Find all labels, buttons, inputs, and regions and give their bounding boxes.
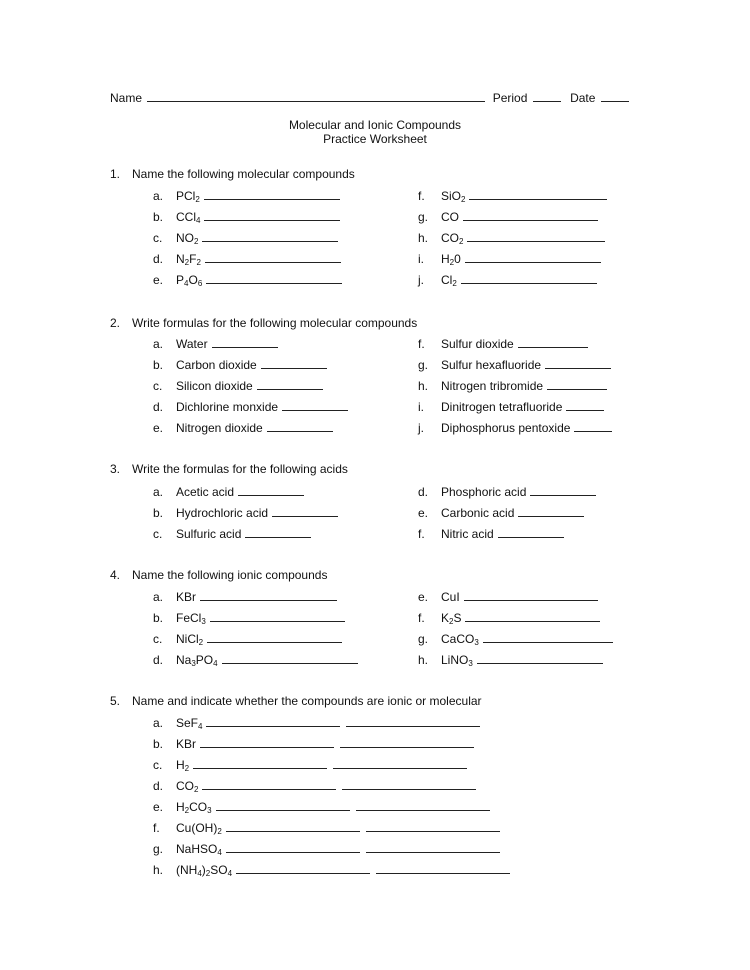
item-letter: c. [153, 527, 163, 541]
worksheet-item [153, 862, 510, 877]
q3-number: 3. [110, 462, 121, 476]
q1-number: 1. [110, 167, 121, 181]
worksheet-item [418, 526, 564, 541]
worksheet-item [418, 272, 597, 287]
item-letter: d. [153, 779, 164, 793]
item-formula: KBr [176, 590, 197, 604]
item-letter: g. [418, 210, 429, 224]
item-letter: e. [153, 421, 164, 435]
item-label: Silicon dioxide [176, 379, 253, 393]
q3-header [110, 462, 348, 476]
answer-blank[interactable] [498, 526, 564, 538]
period-blank[interactable] [533, 90, 561, 102]
answer-blank[interactable] [236, 862, 370, 874]
answer-blank[interactable] [207, 631, 342, 643]
item-letter: d. [418, 485, 429, 499]
answer-blank[interactable] [530, 484, 596, 496]
answer-blank[interactable] [356, 799, 490, 811]
answer-blank[interactable] [226, 820, 360, 832]
q2-header [110, 316, 417, 330]
item-letter: a. [153, 716, 164, 730]
answer-blank[interactable] [216, 799, 350, 811]
item-formula: $NO_2$ [176, 231, 199, 246]
q5-prompt: Name and indicate whether the compounds are ionic or molecular [132, 694, 482, 708]
answer-blank[interactable] [222, 652, 358, 664]
item-letter: c. [153, 758, 163, 772]
worksheet-item [418, 378, 607, 393]
answer-blank[interactable] [210, 610, 345, 622]
item-letter: a. [153, 485, 164, 499]
worksheet-item [153, 757, 467, 772]
answer-blank[interactable] [193, 757, 327, 769]
worksheet-item [418, 420, 612, 435]
item-label: Sulfuric acid [176, 527, 242, 541]
item-letter: i. [418, 252, 424, 266]
item-letter: c. [153, 632, 163, 646]
item-letter: g. [153, 842, 164, 856]
item-formula: CuI [441, 590, 460, 604]
answer-blank[interactable] [518, 336, 588, 348]
date-label: Date [570, 91, 596, 105]
answer-blank[interactable] [212, 336, 278, 348]
q5-number: 5. [110, 694, 121, 708]
answer-blank[interactable] [202, 230, 338, 242]
worksheet-item [153, 357, 327, 372]
q3-prompt: Write the formulas for the following acids [132, 462, 348, 476]
item-letter: e. [153, 800, 164, 814]
title-line1: Molecular and Ionic Compounds [288, 118, 462, 132]
item-letter: f. [418, 527, 425, 541]
worksheet-item [153, 589, 337, 604]
item-letter: c. [153, 379, 163, 393]
q1-header [110, 167, 355, 181]
answer-blank[interactable] [257, 378, 323, 390]
answer-blank[interactable] [272, 505, 338, 517]
answer-blank[interactable] [206, 272, 342, 284]
answer-blank[interactable] [574, 420, 612, 432]
worksheet-item [418, 484, 596, 499]
item-letter: a. [153, 189, 164, 203]
item-formula: $Na_3PO_4$ [176, 653, 218, 668]
item-formula: CCl$_4$ [176, 210, 201, 225]
worksheet-item [418, 336, 588, 351]
answer-blank[interactable] [376, 862, 510, 874]
item-letter: b. [153, 358, 164, 372]
answer-blank[interactable] [545, 357, 611, 369]
worksheet-item [153, 715, 480, 730]
item-letter: f. [418, 189, 425, 203]
worksheet-item [418, 652, 603, 667]
answer-blank[interactable] [366, 841, 500, 853]
answer-blank[interactable] [333, 757, 467, 769]
q5-header [110, 694, 482, 708]
worksheet-item [418, 610, 600, 625]
item-label: Nitric acid [441, 527, 494, 541]
answer-blank[interactable] [200, 589, 337, 601]
worksheet-item [153, 272, 342, 287]
worksheet-item [418, 209, 598, 224]
answer-blank[interactable] [202, 778, 336, 790]
answer-blank[interactable] [461, 272, 597, 284]
item-formula: NiCl$_2$ [176, 632, 204, 647]
item-letter: f. [418, 337, 425, 351]
item-letter: f. [418, 611, 425, 625]
item-formula: KBr [176, 737, 197, 751]
item-letter: f. [153, 821, 160, 835]
answer-blank[interactable] [366, 820, 500, 832]
answer-blank[interactable] [204, 188, 340, 200]
worksheet-item [153, 209, 340, 224]
item-formula: SiO$_2$ [441, 189, 466, 204]
answer-blank[interactable] [547, 378, 607, 390]
q4-prompt: Name the following ionic compounds [132, 568, 328, 582]
item-letter: b. [153, 737, 164, 751]
header-row [110, 90, 629, 105]
worksheet-item [153, 799, 490, 814]
item-formula: $H_2CO_3$ [176, 800, 212, 815]
item-formula: $CO_2$ [176, 779, 199, 794]
q4-number: 4. [110, 568, 121, 582]
answer-blank[interactable] [238, 484, 304, 496]
item-letter: j. [418, 421, 424, 435]
answer-blank[interactable] [245, 526, 311, 538]
item-label: Carbon dioxide [176, 358, 257, 372]
item-letter: h. [418, 231, 429, 245]
worksheet-item [418, 631, 613, 646]
item-letter: e. [153, 273, 164, 287]
worksheet-item [418, 357, 611, 372]
worksheet-item [153, 652, 358, 667]
answer-blank[interactable] [518, 505, 584, 517]
item-label: Hydrochloric acid [176, 506, 269, 520]
item-label: Acetic acid [176, 485, 235, 499]
item-letter: c. [153, 231, 163, 245]
q1-prompt: Name the following molecular compounds [132, 167, 355, 181]
item-label: Sulfur dioxide [441, 337, 514, 351]
answer-blank[interactable] [483, 631, 613, 643]
name-label: Name [110, 91, 143, 105]
item-formula: PCl$_2$ [176, 189, 200, 204]
worksheet-item [153, 820, 500, 835]
item-formula: $N_2F_2$ [176, 252, 201, 267]
answer-blank[interactable] [464, 589, 598, 601]
q4-header [110, 568, 327, 582]
item-letter: i. [418, 400, 424, 414]
item-letter: h. [153, 863, 164, 877]
item-letter: b. [153, 611, 164, 625]
item-letter: e. [418, 590, 429, 604]
item-letter: b. [153, 210, 164, 224]
answer-blank[interactable] [205, 251, 341, 263]
worksheet-item [153, 610, 345, 625]
item-label: Carbonic acid [441, 506, 515, 520]
item-label: Water [176, 337, 208, 351]
worksheet-item [153, 505, 338, 520]
worksheet-item [153, 420, 333, 435]
item-formula: $H_2$ [176, 758, 190, 773]
item-label: Dichlorine monxide [176, 400, 279, 414]
answer-blank[interactable] [346, 715, 480, 727]
item-formula: $Cl_2$ [441, 273, 457, 288]
answer-blank[interactable] [566, 399, 604, 411]
worksheet-item [153, 378, 323, 393]
worksheet-item [418, 230, 605, 245]
item-letter: e. [418, 506, 429, 520]
worksheet-item [153, 631, 342, 646]
worksheet-item [418, 589, 598, 604]
title-line2: Practice Worksheet [323, 132, 427, 146]
item-label: Phosphoric acid [441, 485, 527, 499]
worksheet-item [418, 251, 601, 266]
worksheet-item [418, 399, 604, 414]
item-formula: CaCO$_3$ [441, 632, 479, 647]
item-formula: $(NH_4)_2SO_4$ [176, 863, 233, 878]
item-formula: $CO_2$ [441, 231, 464, 246]
worksheet-item [153, 336, 278, 351]
answer-blank[interactable] [282, 399, 348, 411]
item-letter: a. [153, 337, 164, 351]
item-letter: a. [153, 590, 164, 604]
period-label: Period [492, 91, 528, 105]
worksheet-item [153, 736, 474, 751]
worksheet-item [153, 230, 338, 245]
item-formula: $P_4O_6$ [176, 273, 203, 288]
worksheet-item [153, 188, 340, 203]
name-blank[interactable] [147, 90, 485, 102]
q2-prompt: Write formulas for the following molecular compounds [132, 316, 418, 330]
answer-blank[interactable] [226, 841, 360, 853]
item-formula: LiNO$_3$ [441, 653, 473, 668]
item-formula: $H_20$ [441, 252, 461, 267]
item-letter: d. [153, 252, 164, 266]
item-letter: b. [153, 506, 164, 520]
item-letter: h. [418, 379, 429, 393]
answer-blank[interactable] [261, 357, 327, 369]
item-letter: g. [418, 632, 429, 646]
item-formula: $Cu(OH)_2$ [176, 821, 222, 836]
item-formula: $K_2S$ [441, 611, 462, 626]
worksheet-item [418, 188, 607, 203]
answer-blank[interactable] [465, 251, 601, 263]
worksheet-item [153, 841, 500, 856]
item-letter: h. [418, 653, 429, 667]
worksheet-item [153, 484, 304, 499]
answer-blank[interactable] [267, 420, 333, 432]
worksheet-item [153, 526, 311, 541]
worksheet-item [418, 505, 584, 520]
item-formula: NaHSO$_4$ [176, 842, 222, 857]
answer-blank[interactable] [340, 736, 474, 748]
answer-blank[interactable] [467, 230, 605, 242]
answer-blank[interactable] [200, 736, 334, 748]
item-formula: CO [441, 210, 459, 224]
item-letter: j. [418, 273, 424, 287]
worksheet-item [153, 778, 476, 793]
item-letter: d. [153, 400, 164, 414]
item-label: Sulfur hexafluoride [441, 358, 542, 372]
item-formula: SeF$_4$ [176, 716, 203, 731]
q2-number: 2. [110, 316, 121, 330]
item-label: Nitrogen tribromide [441, 379, 544, 393]
item-letter: d. [153, 653, 164, 667]
item-label: Diphosphorus pentoxide [441, 421, 571, 435]
answer-blank[interactable] [469, 188, 607, 200]
worksheet-item [153, 251, 341, 266]
answer-blank[interactable] [206, 715, 340, 727]
item-formula: FeCl$_3$ [176, 611, 206, 626]
item-label: Nitrogen dioxide [176, 421, 263, 435]
worksheet-item [153, 399, 348, 414]
date-blank[interactable] [601, 90, 629, 102]
answer-blank[interactable] [204, 209, 340, 221]
answer-blank[interactable] [477, 652, 603, 664]
answer-blank[interactable] [342, 778, 476, 790]
item-letter: g. [418, 358, 429, 372]
answer-blank[interactable] [465, 610, 600, 622]
item-label: Dinitrogen tetrafluoride [441, 400, 563, 414]
answer-blank[interactable] [463, 209, 598, 221]
